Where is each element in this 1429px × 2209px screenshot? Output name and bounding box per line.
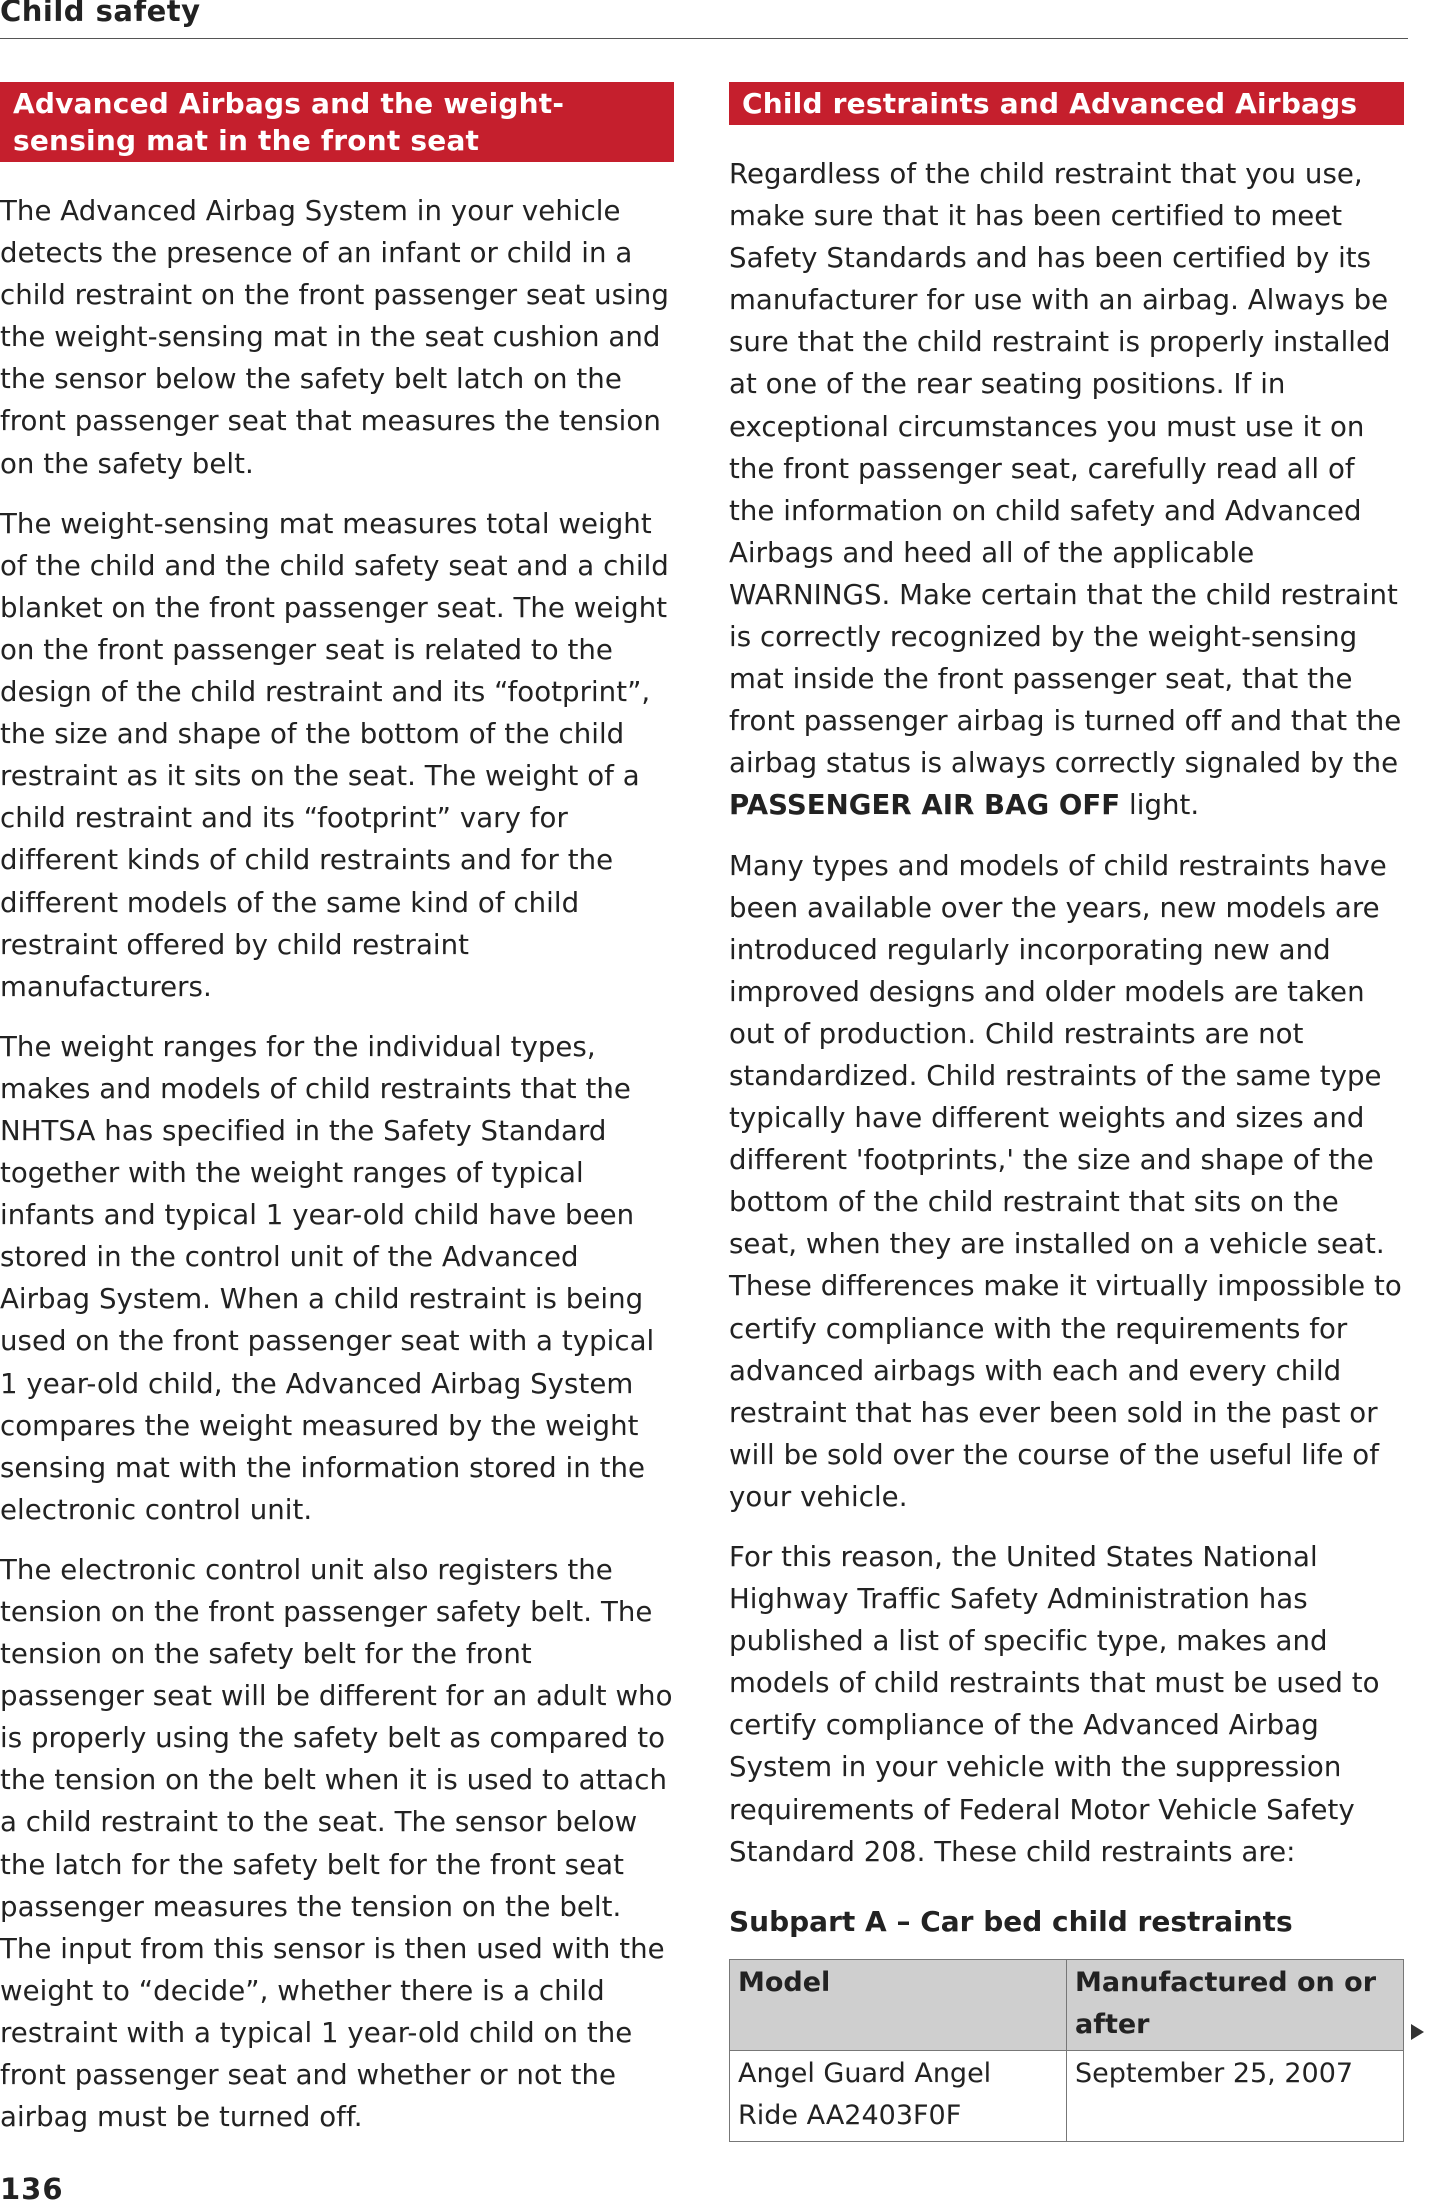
page-header [0, 0, 1408, 39]
right-paragraph-1 [729, 153, 1404, 827]
section-title: Child safety [0, 0, 201, 28]
airbag-off-light-label: PASSENGER AIR BAG OFF [729, 788, 1121, 822]
table-header-row [730, 1959, 1404, 2050]
page-number: 136 [0, 2172, 64, 2206]
right-heading: Child restraints and Advanced Airbags [729, 82, 1404, 125]
left-column [0, 82, 674, 2156]
left-heading: Advanced Airbags and the weight-sensing mat in the front seat [0, 82, 674, 162]
right-paragraph-1-text: Regardless of the child restraint that you use, make sure that it has been certified to meet Safety Standards and has been certified by its manufacturer for use with an airbag. Always be sure that the child restraint is properly installed at one of the rear seating positions. If in exceptional circumstances you must use it on the front passenger seat, carefully read all of the information on child safety and Advanced Airbags and heed all of the applicable WARNINGS. Make certain that the child restraint is correctly recognized by the weight-sensing mat inside the front passenger seat, that the front passenger airbag is turned off and that the airbag status is always correctly signaled by the [729, 157, 1402, 780]
left-paragraph-2: The weight-sensing mat measures total weight of the child and the child safety seat and a child blanket on the front passenger seat. The weight on the front passenger seat is related to the design of the child restraint and its “footprint”, the size and shape of the bottom of the child restraint as it sits on the seat. The weight of a child restraint and its “footprint” vary for different kinds of child restraints and for the different models of the same kind of child restraint offered by child restraint manufacturers. [0, 506, 669, 1003]
right-column [729, 82, 1404, 2142]
left-paragraph-1: The Advanced Airbag System in your vehicle detects the presence of an infant or child in a child restraint on the front passenger seat using the weight-sensing mat in the seat cushion and the sensor below the safety belt latch on the front passenger seat that measures the tension on the safety belt. [0, 194, 669, 480]
left-paragraph-4: The electronic control unit also registers the tension on the front passenger safety belt. The tension on the safety belt for the front passenger seat will be different for an adult who is properly using the safety belt as compared to the tension on the belt when it is used to attach a child restraint to the seat. The sensor below the latch for the safety belt for the front seat passenger measures the tension on the belt. The input from this sensor is then used with the weight to “decide”, whether there is a child restraint with a typical 1 year-old child on the front passenger seat and whether or not the airbag must be turned off. [0, 1552, 673, 2134]
table-header-model: Model [730, 1959, 1067, 2050]
table-row [730, 2050, 1404, 2141]
right-paragraph-3: For this reason, the United States National Highway Traffic Safety Administration has published a list of specific type, makes and models of child restraints that must be used to certify compliance of the Advanced Airbag System in your vehicle with the suppression requirements of Federal Motor Vehicle Safety Standard 208. These child restraints are: [729, 1540, 1380, 1868]
table-header-date: Manufactured on or after [1067, 1959, 1404, 2050]
child-restraint-table [729, 1959, 1404, 2142]
right-paragraph-1-end: light. [1120, 788, 1200, 822]
right-paragraph-2: Many types and models of child restraints have been available over the years, new models are introduced regularly incorporating new and improved designs and older models are taken out of production. Child restraints are not standardized. Child restraints of the same type typically have different weights and sizes and different 'footprints,' the size and shape of the bottom of the child restraint that sits on the seat, when they are installed on a vehicle seat. These differences make it virtually impossible to certify compliance with the requirements for advanced airbags with each and every child restraint that has ever been sold in the past or will be sold over the course of the useful life of your vehicle. [729, 848, 1402, 1513]
table-cell-date: September 25, 2007 [1067, 2050, 1404, 2141]
table-cell-model: Angel Guard Angel Ride AA2403F0F [730, 2050, 1067, 2141]
continue-arrow-icon [1411, 2024, 1424, 2040]
left-paragraph-3: The weight ranges for the individual types, makes and models of child restraints that the NHTSA has specified in the Safety Standard together with the weight ranges of typical infants and typical 1 year-old child have been stored in the control unit of the Advanced Airbag System. When a child restraint is being used on the front passenger seat with a typical 1 year-old child, the Advanced Airbag System compares the weight measured by the weight sensing mat with the information stored in the electronic control unit. [0, 1029, 655, 1526]
subpart-a-heading: Subpart A – Car bed child restraints [729, 1904, 1293, 1938]
